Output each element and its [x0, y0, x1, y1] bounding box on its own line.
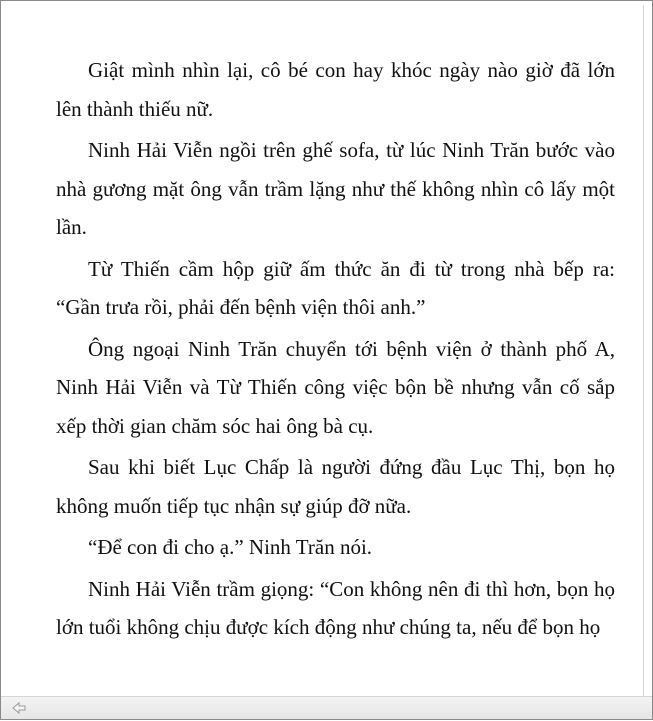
paragraph-7: Ninh Hải Viễn trầm giọng: “Con không nên đi thì hơn, bọn họ lớn tuổi không chịu được kích động như chúng ta, nếu để bọn họ: [56, 576, 615, 639]
paragraph-2: Ninh Hải Viễn ngồi trên ghế sofa, từ lúc Ninh Trăn bước vào nhà gương mặt ông vẫn trầm lặng như thế không nhìn cô lấy một lần.: [56, 138, 615, 239]
bottom-scroll-bar: [1, 696, 652, 719]
paragraph-1: Giật mình nhìn lại, cô bé con hay khóc ngày nào giờ đã lớn lên thành thiếu nữ.: [56, 58, 615, 121]
paragraph-6: “Để con đi cho ạ.” Ninh Trăn nói.: [88, 535, 373, 559]
document-body: [56, 51, 615, 650]
document-page: [7, 5, 644, 698]
left-arrow-icon[interactable]: [11, 700, 27, 716]
paragraph-4: Ông ngoại Ninh Trăn chuyển tới bệnh viện ở thành phố A, Ninh Hải Viễn và Từ Thiến công việc bộn bề nhưng vẫn cố sắp xếp thời gian chăm sóc hai ông bà cụ.: [56, 336, 615, 438]
paragraph-3: Từ Thiến cầm hộp giữ ấm thức ăn đi từ trong nhà bếp ra: “Gần trưa rồi, phải đến bệnh viện thôi anh.”: [56, 256, 615, 319]
paragraph-5: Sau khi biết Lục Chấp là người đứng đầu Lục Thị, bọn họ không muốn tiếp tục nhận sự giúp đỡ nữa.: [56, 455, 615, 518]
